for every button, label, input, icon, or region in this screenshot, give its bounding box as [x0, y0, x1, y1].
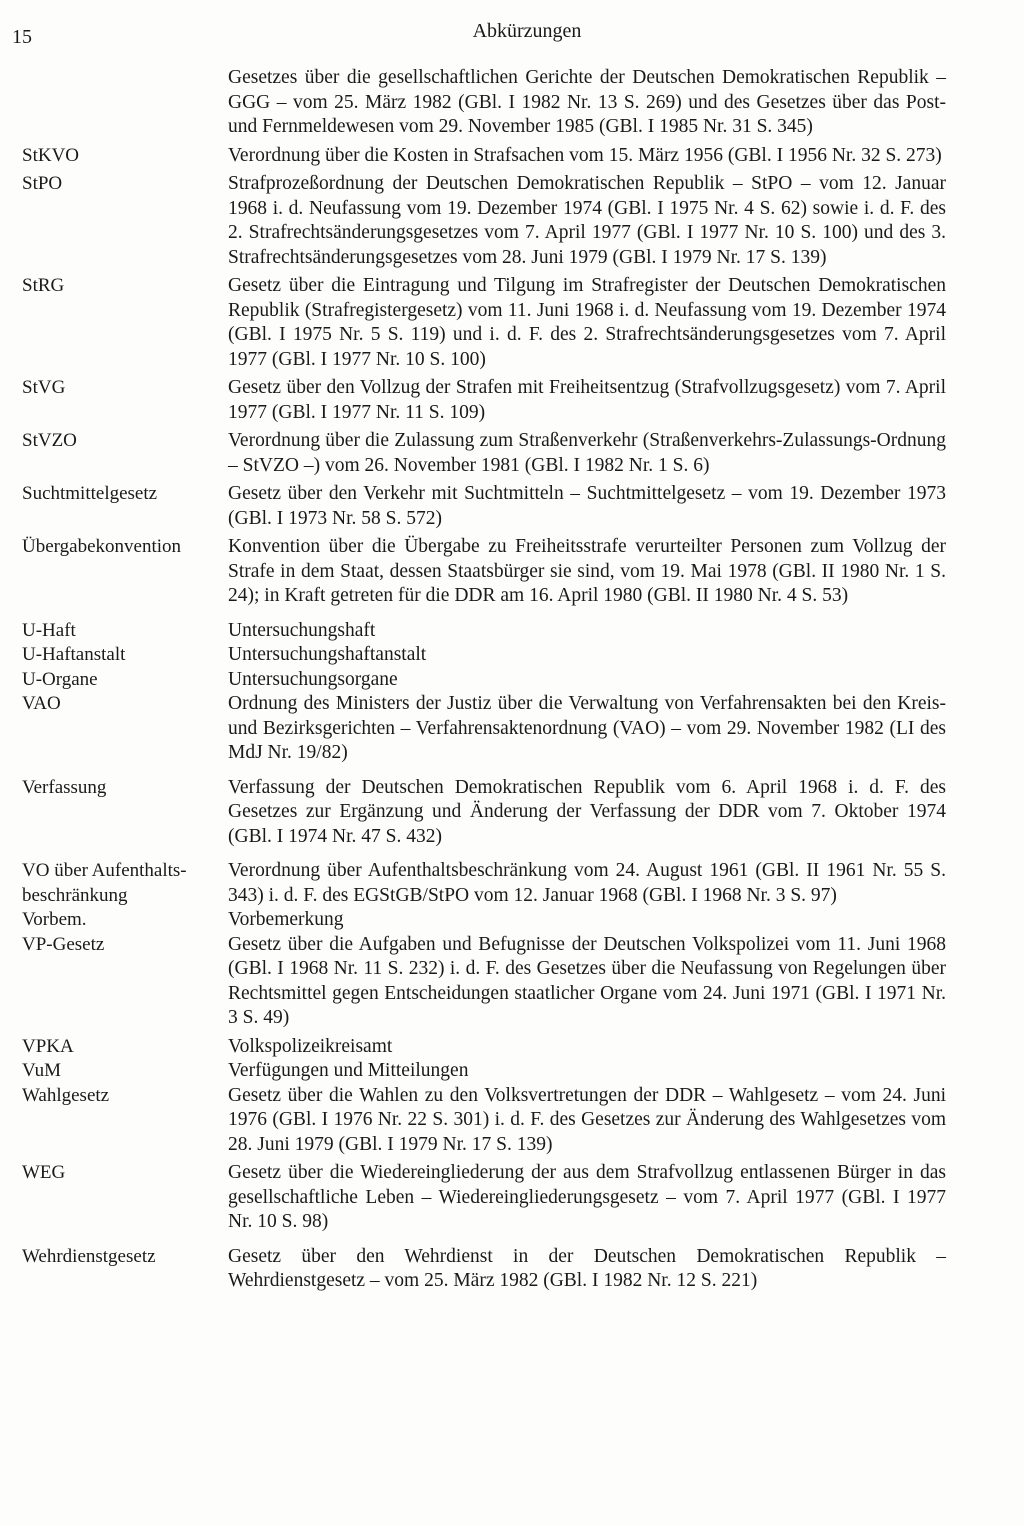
abbreviation-definition: Volkspolizeikreisamt	[228, 1035, 393, 1057]
abbreviation-term: VO über Aufenthalts- beschränkung	[22, 860, 187, 906]
abbreviation-definition: Gesetz über den Wehrdienst in der Deutschen Demokratischen Republik – Wehrdienstgesetz – vom 25. März 1982 (GBl. I 1982 Nr. 12 S. 221)	[228, 1245, 946, 1291]
abbreviation-definition: Verfassung der Deutschen Demokratischen Republik vom 6. April 1968 i. d. F. des Gesetzes zur Ergänzung und Änderung der Verfassung der DDR vom 7. Oktober 1974 (GBl. I 1974 Nr. 47 S. 432)	[228, 776, 946, 847]
abbreviation-list	[0, 66, 1024, 1294]
abbreviation-definition: Vorbemerkung	[228, 909, 344, 930]
abbreviation-entry-stvzo	[0, 429, 1024, 478]
abbreviation-entry-u-organe	[0, 668, 1024, 693]
abbreviation-entry-u-haftanstalt	[0, 643, 1024, 668]
abbreviation-definition: Gesetz über die Wiedereingliederung der aus dem Strafvollzug entlassenen Bürger in das gesellschaftliche Leben – Wiedereingliederungsgesetz – vom 7. April 1977 (GBl. I 1977 Nr. 10 S. 98)	[228, 1162, 946, 1232]
abbreviation-definition: Untersuchungsorgane	[228, 668, 398, 690]
abbreviation-entry-verfassung	[0, 776, 1024, 850]
abbreviation-definition: Gesetz über den Vollzug der Strafen mit Freiheitsentzug (Strafvollzugsgesetz) vom 7. April 1977 (GBl. I 1977 Nr. 11 S. 109)	[228, 377, 946, 423]
abbreviation-term: VP-Gesetz	[22, 933, 105, 955]
abbreviation-term: WEG	[22, 1162, 66, 1183]
abbreviation-entry-vum	[0, 1059, 1024, 1084]
abbreviation-definition: Gesetz über die Aufgaben und Befugnisse der Deutschen Volkspolizei vom 11. Juni 1968 (GBl. I 1968 Nr. 11 S. 232) i. d. F. des Gesetzes über die Neufassung von Regelungen über Rechtsmittel gegen Entscheidungen staatlicher Organe vom 24. Juni 1971 (GBl. I 1971 Nr. 3 S. 49)	[228, 933, 946, 1028]
page-number: 15	[12, 26, 32, 48]
abbreviation-definition: Konvention über die Übergabe zu Freiheitsstrafe verurteilter Personen zum Vollzug der Strafe in dem Staat, dessen Staatsbürger sie sind, vom 19. Mai 1978 (GBl. II 1980 Nr. 1 S. 24); in Kraft getreten für die DDR am 16. April 1980 (GBl. II 1980 Nr. 4 S. 53)	[228, 536, 946, 606]
abbreviation-term: U-Haftanstalt	[22, 644, 126, 665]
abbreviation-entry-strg	[0, 274, 1024, 372]
abbreviation-term: U-Haft	[22, 619, 76, 641]
abbreviation-definition: Gesetz über die Eintragung und Tilgung im Strafregister der Deutschen Demokratischen Republik (Strafregistergesetz) vom 11. Juni 1968 i. d. Neufassung vom 19. Dezember 1974 (GBl. I 1975 Nr. 5 S. 119) und i. d. F. des 2. Strafrechtsänderungsgesetzes vom 7. April 1977 (GBl. I 1977 Nr. 10 S. 100)	[228, 275, 946, 370]
abbreviation-term: StVG	[22, 377, 66, 398]
abbreviation-entry-wahlgesetz	[0, 1084, 1024, 1158]
abbreviation-entry-suchtmittelgesetz	[0, 482, 1024, 531]
abbreviation-entry-stvg	[0, 376, 1024, 425]
abbreviation-definition: Untersuchungshaftanstalt	[228, 644, 427, 665]
abbreviation-term: VuM	[22, 1060, 61, 1081]
abbreviation-term: Verfassung	[22, 776, 107, 798]
abbreviation-term: Wehrdienstgesetz	[22, 1245, 156, 1267]
abbreviation-definition: Verordnung über die Zulassung zum Straßenverkehr (Straßenverkehrs-Zulassungs-Ordnung – StVZO –) vom 26. November 1981 (GBl. I 1982 Nr. 1 S. 6)	[228, 430, 946, 476]
abbreviation-term: StPO	[22, 173, 63, 194]
abbreviation-term: Übergabekonvention	[22, 536, 181, 557]
abbreviation-term: StKVO	[22, 144, 80, 166]
abbreviation-term: VAO	[22, 693, 61, 714]
abbreviation-entry-wehrdienstgesetz	[0, 1245, 1024, 1294]
abbreviation-definition: Gesetz über die Wahlen zu den Volksvertretungen der DDR – Wahlgesetz – vom 24. Juni 1976 (GBl. I 1976 Nr. 22 S. 301) i. d. F. des Gesetzes zur Änderung des Wahlgesetzes vom 28. Juni 1979 (GBl. I 1979 Nr. 17 S. 139)	[228, 1084, 946, 1155]
abbreviation-term: VPKA	[22, 1035, 74, 1057]
abbreviation-definition: Verordnung über Aufenthaltsbeschränkung vom 24. August 1961 (GBl. II 1961 Nr. 55 S. 343) i. d. F. des EGStGB/StPO vom 12. Januar 1968 (GBl. I 1968 Nr. 3 S. 97)	[228, 860, 946, 906]
abbreviation-entry-stkvo	[0, 144, 1024, 169]
abbreviation-term: Suchtmittelgesetz	[22, 483, 158, 504]
abbreviation-entry-vpka	[0, 1035, 1024, 1060]
abbreviation-definition: Verordnung über die Kosten in Strafsachen vom 15. März 1956 (GBl. I 1956 Nr. 32 S. 273)	[228, 144, 942, 166]
abbreviation-definition: Untersuchungshaft	[228, 619, 376, 641]
abbreviation-term: U-Organe	[22, 668, 98, 690]
abbreviation-entry-u-haft	[0, 619, 1024, 644]
abbreviation-entry-continued	[0, 66, 1024, 140]
abbreviation-entry-vorbem	[0, 908, 1024, 933]
abbreviation-entry-vo-aufenthaltsbeschraenkung	[0, 859, 1024, 908]
abbreviation-definition: Gesetz über den Verkehr mit Suchtmitteln – Suchtmittelgesetz – vom 19. Dezember 1973 (GBl. I 1973 Nr. 58 S. 572)	[228, 483, 946, 529]
abbreviation-definition: Verfügungen und Mitteilungen	[228, 1060, 469, 1081]
abbreviation-entry-weg	[0, 1161, 1024, 1235]
abbreviation-definition: Gesetzes über die gesellschaftlichen Gerichte der Deutschen Demokratischen Republik – GGG – vom 25. März 1982 (GBl. I 1982 Nr. 13 S. 269) und des Gesetzes über das Post- und Fernmeldewesen vom 29. November 1985 (GBl. I 1985 Nr. 31 S. 345)	[228, 67, 946, 137]
abbreviation-term: StVZO	[22, 430, 77, 451]
abbreviation-definition: Strafprozeßordnung der Deutschen Demokratischen Republik – StPO – vom 12. Januar 1968 i. d. Neufassung vom 19. Dezember 1974 (GBl. I 1975 Nr. 4 S. 62) sowie i. d. F. des 2. Strafrechtsänderungsgesetzes vom 7. April 1977 (GBl. I 1977 Nr. 10 S. 100) und des 3. Strafrechtsänderungsgesetzes vom 28. Juni 1979 (GBl. I 1979 Nr. 17 S. 139)	[228, 173, 946, 268]
abbreviation-entry-stpo	[0, 172, 1024, 270]
abbreviation-term: Vorbem.	[22, 909, 87, 930]
abbreviation-term: StRG	[22, 275, 65, 296]
abbreviation-entry-vao	[0, 692, 1024, 766]
abbreviation-entry-uebergabekonvention	[0, 535, 1024, 609]
abbreviation-entry-vp-gesetz	[0, 933, 1024, 1031]
page-title: Abkürzungen	[472, 20, 582, 42]
abbreviation-definition: Ordnung des Ministers der Justiz über die Verwaltung von Verfahrensakten bei den Kreis- und Bezirksgerichten – Verfahrensaktenordnung (VAO) – vom 29. November 1982 (LI des MdJ Nr. 19/82)	[228, 693, 946, 763]
abbreviation-term: Wahlgesetz	[22, 1084, 110, 1106]
